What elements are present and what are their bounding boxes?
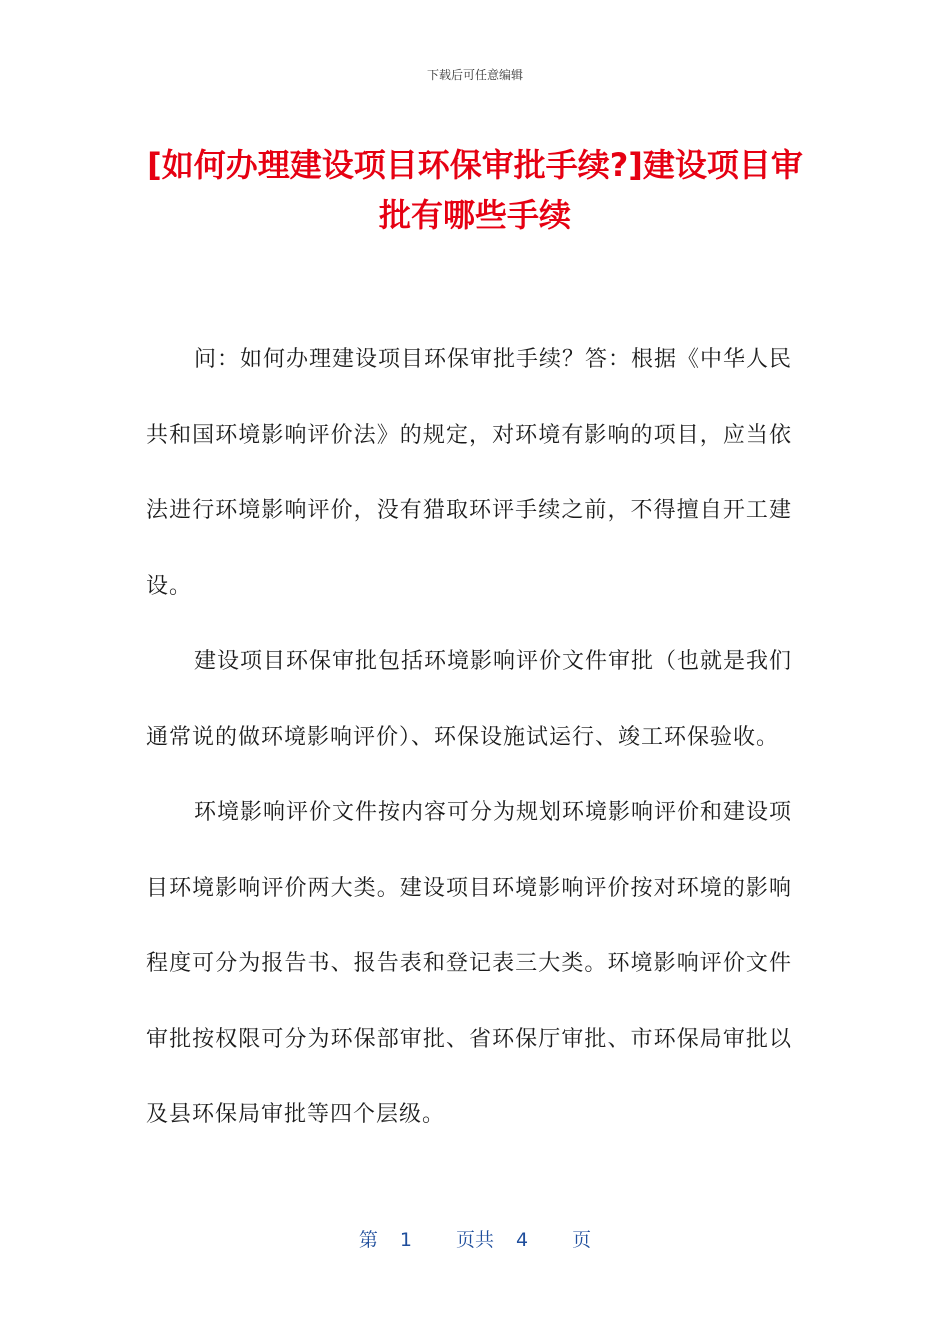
document-title: [如何办理建设项目环保审批手续?]建设项目审批有哪些手续 [147, 146, 803, 234]
page-footer [0, 1225, 950, 1252]
footer-label-end: 页 [572, 1229, 592, 1251]
footer-label-page: 第 [358, 1229, 378, 1251]
footer-total-pages: 4 [516, 1229, 529, 1251]
document-body [146, 322, 792, 1153]
header-note: 下载后可任意编辑 [426, 68, 523, 82]
paragraph: 问：如何办理建设项目环保审批手续？答：根据《中华人民共和国环境影响评价法》的规定，对环境有影响的项目，应当依法进行环境影响评价，没有猎取环评手续之前，不得擅自开工建设。 [146, 347, 793, 599]
paragraph: 环境影响评价文件按内容可分为规划环境影响评价和建设项目环境影响评价两大类。建设项目环境影响评价按对环境的影响程度可分为报告书、报告表和登记表三大类。环境影响评价文件审批按权限可分为环保部审批、省环保厅审批、市环保局审批以及县环保局审批等四个层级。 [146, 800, 793, 1127]
paragraph: 建设项目环保审批包括环境影响评价文件审批（也就是我们通常说的做环境影响评价）、环保设施试运行、竣工环保验收。 [146, 649, 793, 750]
footer-current-page: 1 [399, 1229, 412, 1251]
footer-label-of: 页共 [455, 1229, 494, 1251]
